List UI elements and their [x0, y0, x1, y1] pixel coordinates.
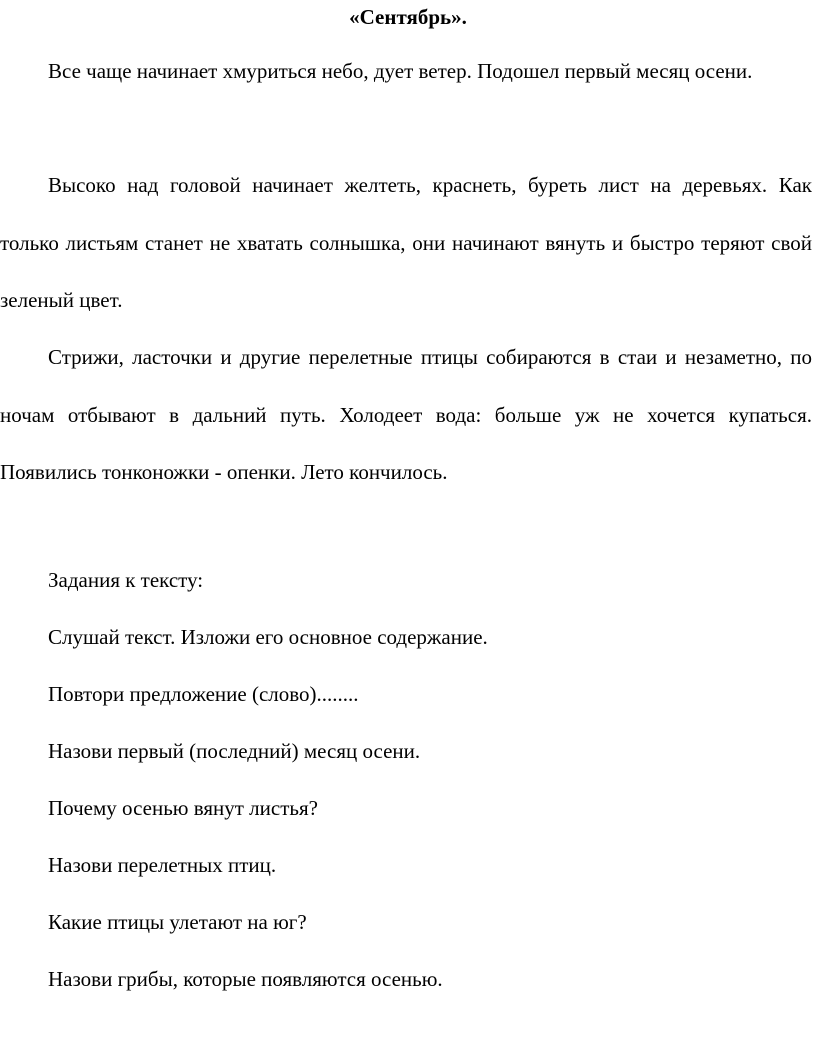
task-item-1: Слушай текст. Изложи его основное содержание. — [48, 625, 488, 649]
task-item-2: Повтори предложение (слово)........ — [48, 682, 359, 706]
paragraph-1: Все чаще начинает хмуриться небо, дует ветер. Подошел первый месяц осени. — [48, 59, 753, 83]
task-item-6: Какие птицы улетают на юг? — [48, 910, 307, 934]
tasks-heading: Задания к тексту: — [48, 568, 204, 592]
document-title: «Сентябрь». — [349, 5, 467, 29]
task-item-7: Назови грибы, которые появляются осенью. — [48, 967, 443, 991]
task-item-5: Назови перелетных птиц. — [48, 853, 277, 877]
paragraph-2: Высоко над головой начинает желтеть, краснеть, буреть лист на деревьях. Как только листьям станет не хватать солнышка, они начинают вянуть и быстро теряют свой зеленый цвет. — [0, 173, 812, 312]
paragraph-3: Стрижи, ласточки и другие перелетные птицы собираются в стаи и незаметно, по ночам отбывают в дальний путь. Холодеет вода: больше уж не хочется купаться. Появились тонконожки - опенки. Лето кончилось. — [0, 345, 812, 484]
task-item-3: Назови первый (последний) месяц осени. — [48, 739, 421, 763]
task-item-4: Почему осенью вянут листья? — [48, 796, 318, 820]
